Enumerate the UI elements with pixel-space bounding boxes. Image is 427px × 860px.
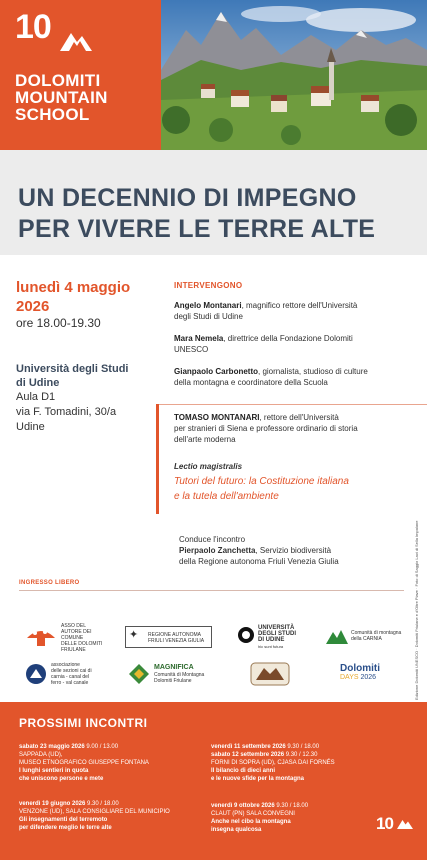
mountain-logo-icon [60,29,92,51]
cai-icon [25,663,47,685]
moderator: Conduce l'incontro Pierpaolo Zanchetta, Servizio biodiversità della Regione autonoma Friuli Venezia Giulia [179,535,339,566]
carnia-mountain-icon [326,628,348,644]
keynote-speaker: TOMASO MONTANARI, rettore dell'Università per stranieri di Siena e professore ordinario di storia dell'arte moderna [174,413,358,444]
regione-fvg-logo: ✦ REGIONE AUTONOMA FRIULI VENEZIA GIULIA [125,626,212,648]
footer-mountain-icon [397,818,413,829]
free-entry-label: INGRESSO LIBERO [19,580,80,586]
speakers-label: INTERVENGONO [174,281,243,290]
eagle-emblem-logo [250,662,296,688]
magnifica-logo: MAGNIFICA Comunità di Montagna Dolomiti Friulane [128,662,208,688]
speaker-item: Mara Nemela, direttrice della Fondazione Dolomiti UNESCO [174,334,353,354]
mushroom-logo: ASSO DEL AUTORE DEI COMUNE DELLE DOLOMITI FRIULANE [25,622,115,648]
event-time: ore 18.00-19.30 [16,316,101,330]
event-title: UN DECENNIO DI IMPEGNO PER VIVERE LE TERRE ALTE [18,184,376,243]
footer-event: sabato 23 maggio 2026 9.00 / 13.00 SAPPADA (UD), MUSEO ETNOGRAFICO GIUSEPPE FONTANA I lunghi sentieri in quota che uniscono persone e mete [19,744,149,782]
footer-event: venerdì 11 settembre 2026 9.30 / 18.00 sabato 12 settembre 2026 9.30 / 12.30 FORNI DI SOPRA (UD), CJASA DAI FORNÉS Il bilancio di dieci anni e le nuove sfide per la montagna [211,744,335,782]
school-name: DOLOMITI MOUNTAIN SCHOOL [15,71,108,124]
footer-logo: 10 [376,814,413,834]
mushroom-icon [25,624,57,646]
venue-address: Aula D1 via F. Tomadini, 30/a Udine [16,391,117,433]
lectio-label: Lectio magistralis [174,462,243,471]
venue-name: Università degli Studi di Udine [16,363,129,389]
eagle-icon: ✦ [129,629,139,641]
footer-title: PROSSIMI INCONTRI [19,716,148,730]
mountain-village-photo [161,0,427,150]
footer-event: venerdì 9 ottobre 2026 9.30 / 18.00 CLAUT (PN) SALA CONVEGNI Anche nel cibo la montagna insegna qualcosa [211,803,309,833]
footer-event: venerdì 19 giugno 2026 9.30 / 18.00 VENZONE (UD), SALA CONSIGLIARE DEL MUNICIPIO Gli insegnamenti del terremoto per difendere meglio le terre alte [19,801,170,831]
carnia-logo: Comunità di montagna della CARNIA [326,626,406,646]
event-date: lunedì 4 maggio 2026 [16,279,131,315]
side-credit: Edizione Dolomiti UNESCO · Dolomiti Friulane e d'Oltre Piave · Foto di Saggio Lavi di Sella Impalane [414,520,419,700]
keynote-talk-title: Tutori del futuro: la Costituzione italiana e la tutela dell'ambiente [174,476,349,502]
uniud-seal-icon [237,626,255,644]
dolomiti-days-logo: Dolomiti DAYS 2026 [340,663,380,681]
speaker-item: Angelo Montanari, magnifico rettore dell'Università degli Studi di Udine [174,301,358,321]
cai-association-logo: associazione delle sezioni cai di carnia - canal del ferro - val canale [25,662,105,688]
speaker-item: Gianpaolo Carbonetto, giornalista, studioso di culture della montagna e coordinatore della Scuola [174,367,368,387]
divider [19,590,404,591]
uniud-logo: UNIVERSITÀ DEGLI STUDI DI UDINE hic sunt futura [237,624,307,650]
eagle-emblem-icon [250,662,290,686]
dms-logo: 10 [15,8,51,46]
magnifica-diamond-icon [128,663,150,685]
keynote-accent-bar [156,404,159,514]
